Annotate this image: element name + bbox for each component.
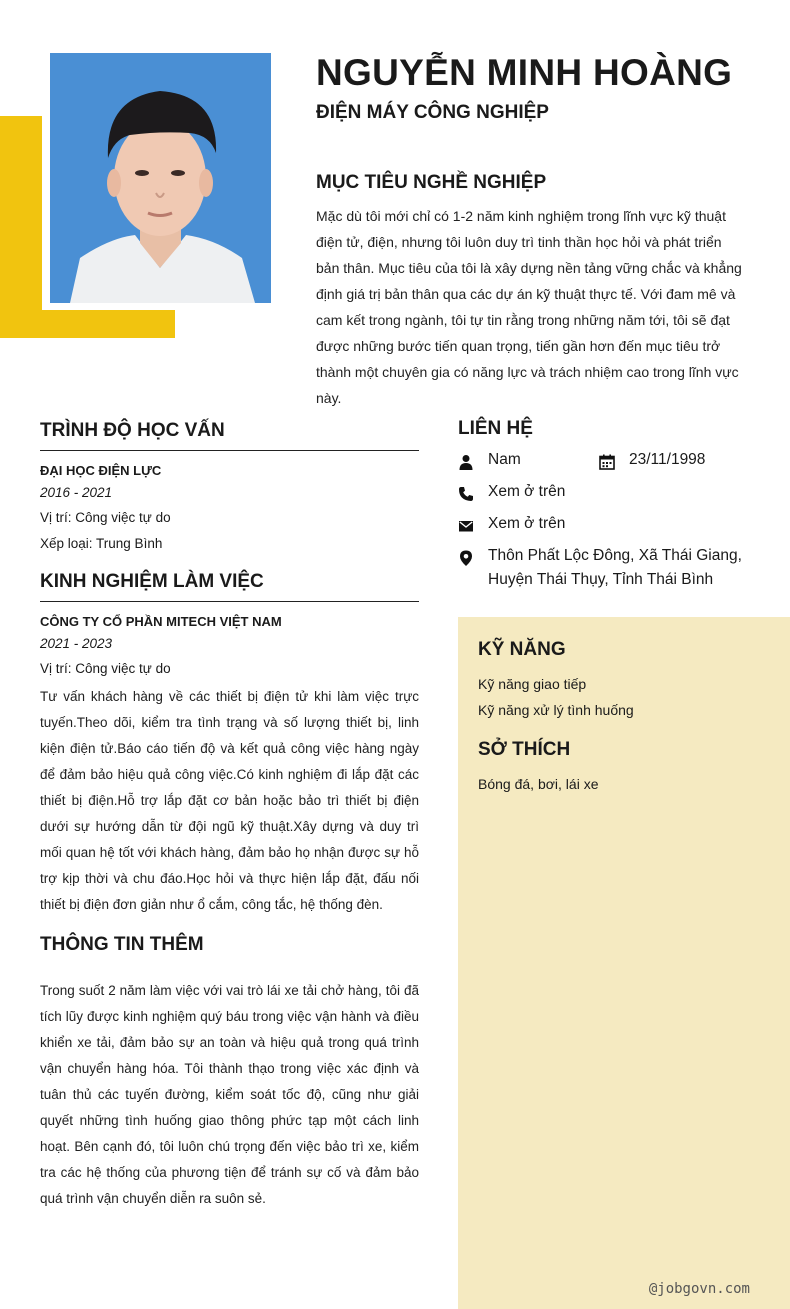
skills-heading: KỸ NĂNG [478,639,566,660]
additional-info-text: Trong suốt 2 năm làm việc với vai trò lái xe tải chở hàng, tôi đã tích lũy được kinh nghiệm quý báu trong việc vận hành và điều khiển xe tải, đảm bảo sự an toàn và hiệu quả trong quá trình vận chuyển hàng hóa. Tôi thành thạo trong việc xác định và tuân thủ các tuyến đường, kiểm soát tốc độ, cũng như giải quyết những tình huống giao thông phức tạp một cách linh hoạt. Bên cạnh đó, tôi luôn chú trọng đến việc bảo trì xe, kiểm tra các hệ thống của phương tiện để tránh sự cố và đảm bảo quá trình vận chuyển diễn ra suôn sẻ. [40,983,419,1206]
phone-value: Xem ở trên [488,483,566,500]
hobbies-heading: SỞ THÍCH [478,739,571,760]
watermark: @jobgovn.com [648,1281,750,1297]
birthday-value: 23/11/1998 [629,451,706,468]
education-position: Vị trí: Công việc tự do [40,510,171,525]
contact-row-gender [458,448,758,480]
experience-heading: KINH NGHIỆM LÀM VIỆC [40,571,419,602]
person-icon [458,454,474,470]
school-name: ĐẠI HỌC ĐIỆN LỰC [40,463,162,478]
phone-icon [458,486,474,502]
contact-row-email [458,512,758,544]
education-years: 2016 - 2021 [40,485,113,500]
gender-value: Nam [488,451,521,468]
experience-years: 2021 - 2023 [40,636,113,651]
location-pin-icon [458,550,474,566]
calendar-icon [599,454,615,470]
education-grade: Xếp loại: Trung Bình [40,536,163,551]
skill-item: Kỹ năng giao tiếp [478,676,587,692]
contact-row-phone [458,480,758,512]
hobbies-text: Bóng đá, bơi, lái xe [478,776,599,792]
skills-panel [458,617,790,1309]
email-value: Xem ở trên [488,515,566,532]
objective-text: Mặc dù tôi mới chỉ có 1-2 năm kinh nghiệm trong lĩnh vực kỹ thuật điện tử, điện, nhưng tôi luôn duy trì tinh thần học hỏi và phát triển bản thân. Mục tiêu của tôi là xây dựng nền tảng vững chắc và khẳng định giá trị bản thân qua các dự án kỹ thuật thực tế. Với đam mê và cam kết trong ngành, tôi tự tin rằng trong những năm tới, tôi sẽ đạt được những bước tiến quan trọng, tiến gần hơn đến mục tiêu trở thành một chuyên gia có năng lực và trách nhiệm cao trong lĩnh vực này. [316,208,742,406]
contact-section [458,418,758,594]
address-value: Thôn Phất Lộc Đông, Xã Thái Giang, Huyện Thái Thụy, Tỉnh Thái Bình [488,547,742,588]
experience-position: Vị trí: Công việc tự do [40,661,171,676]
job-title: ĐIỆN MÁY CÔNG NGHIỆP [316,102,549,123]
mail-icon [458,518,474,534]
profile-photo [50,53,271,303]
company-name: CÔNG TY CỔ PHẦN MITECH VIỆT NAM [40,614,282,629]
education-heading: TRÌNH ĐỘ HỌC VẤN [40,420,419,451]
contact-heading: LIÊN HỆ [458,418,533,439]
skill-item: Kỹ năng xử lý tình huống [478,702,634,718]
objective-heading: MỤC TIÊU NGHỀ NGHIỆP [316,172,547,193]
contact-row-address [458,544,758,594]
accent-bar-horizontal [0,310,175,338]
main-column [40,420,419,1212]
additional-info-heading: THÔNG TIN THÊM [40,934,204,955]
experience-description: Tư vấn khách hàng về các thiết bị điện tử khi làm việc trực tuyến.Theo dõi, kiểm tra tình trạng và số lượng thiết bị, linh kiện điện tử.Báo cáo tiến độ và kết quả công việc hàng ngày để đảm bảo hiệu quả công việc.Có kinh nghiệm đi lắp đặt các thiết bị điện.Hỗ trợ lắp đặt cơ bản hoặc bảo trì thiết bị điện dưới sự hướng dẫn từ đội ngũ kỹ thuật.Xây dựng và duy trì mối quan hệ tốt với khách hàng, đảm bảo họ nhận được sự hỗ trợ kịp thời và chu đáo.Học hỏi và thực hiện lắp đặt, đấu nối thiết bị điện đơn giản như ổ cắm, công tắc, hệ thống đèn. [40,689,419,912]
candidate-name: NGUYỄN MINH HOÀNG [316,52,733,93]
accent-bar-vertical [0,116,42,338]
